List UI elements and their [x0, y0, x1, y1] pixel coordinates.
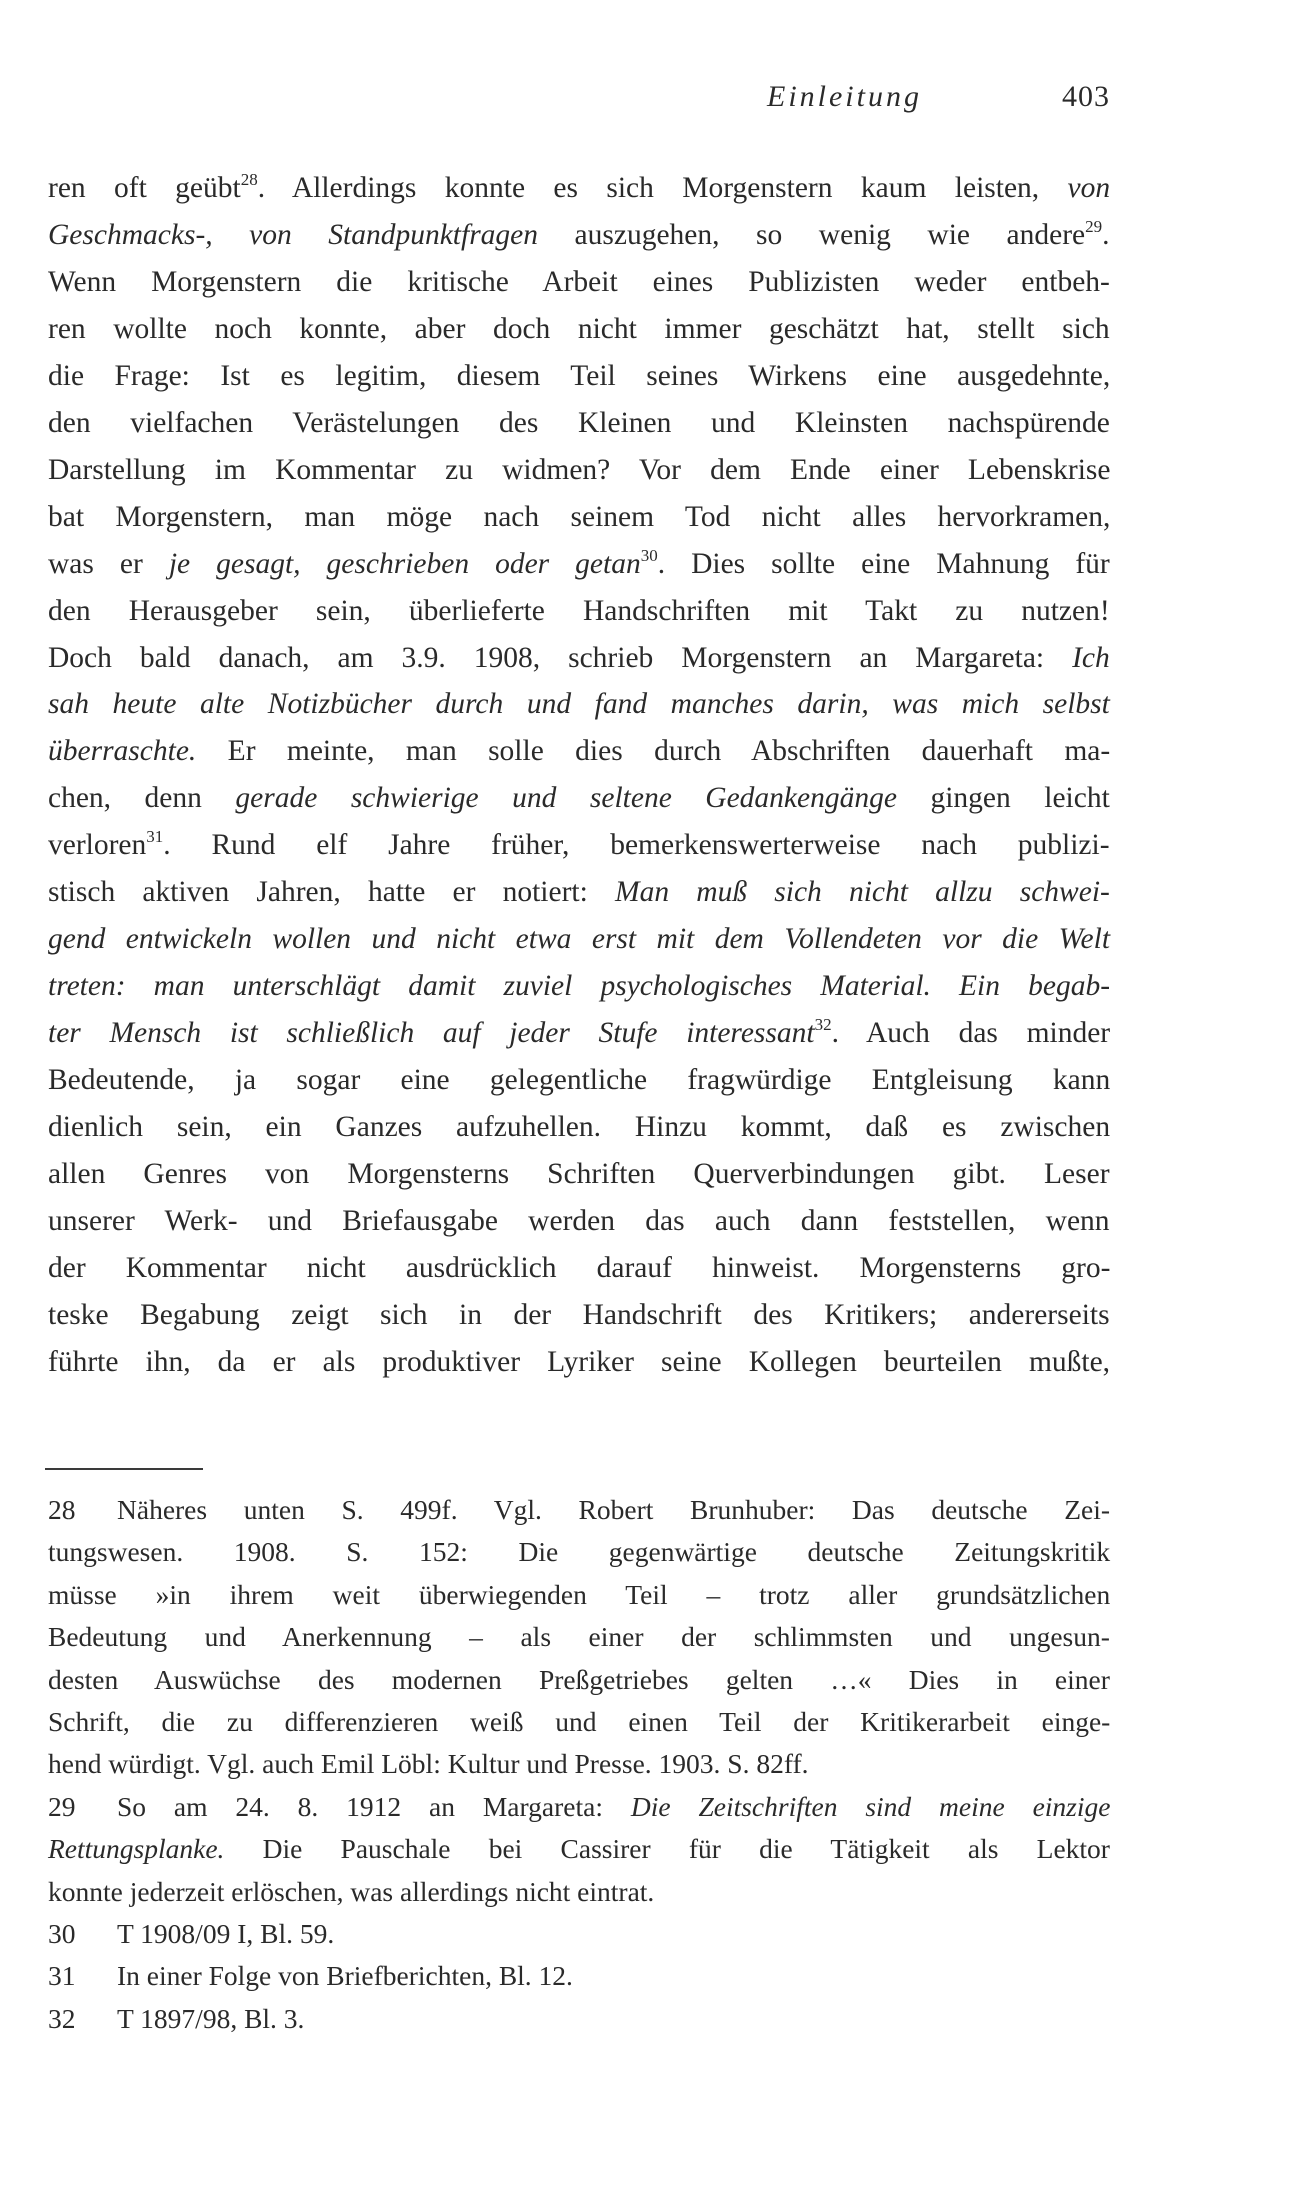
footnote-continuation-line	[48, 1664, 1110, 1696]
footnote-continuation-line	[48, 1621, 1110, 1653]
footnote-separator-rule	[45, 1468, 203, 1470]
italic-text: ter Mensch ist schließlich auf jeder Stufe interessant	[48, 1017, 815, 1050]
text-run: Bedeutende, ja sogar eine gelegentliche fragwürdige Entgleisung kann	[48, 1064, 1111, 1097]
italic-text: überraschte.	[48, 735, 197, 768]
footnote-text	[117, 1918, 334, 1949]
text-run: ren oft geübt	[48, 172, 241, 204]
italic-text: gerade schwierige und seltene Gedankengänge	[235, 782, 897, 815]
text-run: . Dies sollte eine Mahnung für	[657, 547, 1110, 580]
text-run: konnte jederzeit erlöschen, was allerdings nicht eintrat.	[48, 1875, 655, 1907]
body-line	[48, 1063, 1110, 1097]
body-line	[48, 1204, 1110, 1238]
body-line	[48, 594, 1110, 628]
text-run: hend würdigt. Vgl. auch Emil Löbl: Kultur und Presse. 1903. S. 82ff.	[48, 1748, 809, 1780]
body-line	[48, 828, 1110, 862]
body-line	[48, 922, 1110, 956]
footnote-number: 32	[48, 2002, 76, 2034]
text-run: gingen leicht	[896, 782, 1110, 815]
text-run: chen, denn	[48, 782, 236, 815]
body-line	[48, 1016, 1110, 1050]
running-head	[767, 78, 1110, 118]
italic-text: Die Zeitschriften sind meine einzige	[630, 1790, 1111, 1822]
footnote-text	[48, 1536, 1110, 1568]
text-run: Darstellung im Kommentar zu widmen? Vor dem Ende einer Lebenskrise	[48, 453, 1111, 486]
italic-text: treten: man unterschlägt damit zuviel psychologisches Material. Ein begab-	[48, 970, 1111, 1003]
italic-text: von	[1067, 172, 1111, 204]
text-run: . Allerdings konnte es sich Morgenstern kaum leisten,	[257, 172, 1068, 204]
footnote-28	[48, 1494, 1110, 1526]
footnote-reference: 28	[240, 170, 258, 189]
body-line	[48, 875, 1110, 909]
footnote-reference: 32	[814, 1015, 832, 1035]
body-line	[48, 171, 1110, 205]
text-run: stisch aktiven Jahren, hatte er notiert:	[48, 876, 615, 909]
footnote-number: 31	[48, 1960, 76, 1992]
footnote-number: 28	[48, 1494, 76, 1525]
text-run: der Kommentar nicht ausdrücklich darauf hinweist. Morgensterns gro-	[48, 1251, 1111, 1284]
italic-text: je gesagt, geschrieben oder getan	[168, 547, 641, 580]
footnote-30	[48, 1918, 334, 1950]
text-run: ren wollte noch konnte, aber doch nicht immer geschätzt hat, stellt sich	[48, 312, 1110, 345]
text-run: auszugehen, so wenig wie andere	[538, 218, 1086, 251]
text-run: bat Morgenstern, man möge nach seinem Tod nicht alles hervorkramen,	[48, 500, 1111, 533]
italic-text: Rettungsplanke.	[48, 1833, 225, 1865]
footnote-text	[48, 1833, 1110, 1865]
body-line	[48, 359, 1110, 393]
text-run: T 1897/98, Bl. 3.	[117, 2002, 305, 2034]
body-line	[48, 1110, 1110, 1144]
footnote-continuation-line	[48, 1706, 1110, 1738]
body-line	[48, 1298, 1110, 1332]
footnote-text	[48, 1579, 1110, 1611]
text-run: führte ihn, da er als produktiver Lyriker seine Kollegen beurteilen mußte,	[48, 1345, 1111, 1378]
text-run: . Auch das minder	[831, 1017, 1111, 1050]
text-run: Schrift, die zu differenzieren weiß und einen Teil der Kritikerarbeit einge-	[48, 1706, 1111, 1737]
italic-text: gend entwickeln wollen und nicht etwa erst mit dem Vollendeten vor die Welt	[48, 923, 1111, 956]
text-run: müsse »in ihrem weit überwiegenden Teil – trotz aller grundsätzlichen	[48, 1578, 1111, 1610]
text-run: den vielfachen Verästelungen des Kleinen und Kleinsten nachspürende	[48, 406, 1110, 439]
italic-text: Man muß sich nicht allzu schwei-	[615, 876, 1110, 909]
text-run: die Frage: Ist es legitim, diesem Teil seines Wirkens eine ausgedehnte,	[48, 359, 1111, 392]
italic-text: Ich	[1072, 641, 1110, 674]
body-line	[48, 1345, 1110, 1379]
footnote-continuation-line	[48, 1833, 1110, 1865]
footnote-continuation-line	[48, 1536, 1110, 1568]
body-line	[48, 734, 1110, 768]
footnote-continuation-line	[48, 1876, 654, 1908]
text-run: tungswesen. 1908. S. 152: Die gegenwärtige deutsche Zeitungskritik	[48, 1536, 1111, 1568]
text-run: allen Genres von Morgensterns Schriften Querverbindungen gibt. Leser	[48, 1157, 1110, 1190]
body-line	[48, 969, 1110, 1003]
text-run: Doch bald danach, am 3.9. 1908, schrieb Morgenstern an Margareta:	[48, 641, 1073, 674]
text-run: T 1908/09 I, Bl. 59.	[117, 1918, 335, 1949]
body-line	[48, 265, 1110, 299]
footnote-text	[117, 1791, 1110, 1823]
footnote-text	[48, 1664, 1110, 1696]
footnote-reference: 29	[1085, 216, 1103, 236]
text-run: dienlich sein, ein Ganzes aufzuhellen. Hinzu kommt, daß es zwischen	[48, 1111, 1111, 1143]
text-run: Näheres unten S. 499f. Vgl. Robert Brunhuber: Das deutsche Zei-	[117, 1494, 1111, 1525]
footnote-number: 29	[48, 1790, 76, 1822]
footnote-text	[117, 1960, 573, 1991]
body-line	[48, 1251, 1110, 1285]
text-run: Die Pauschale bei Cassirer für die Tätigkeit als Lektor	[224, 1833, 1110, 1865]
text-run: was er	[48, 547, 169, 580]
footnote-32	[48, 2003, 304, 2035]
text-run: desten Auswüchse des modernen Preßgetriebes gelten …« Dies in einer	[48, 1663, 1110, 1695]
body-line	[48, 453, 1110, 487]
text-run: .	[1102, 218, 1110, 251]
footnote-text	[48, 1876, 654, 1907]
footnote-29	[48, 1791, 1110, 1823]
footnote-31	[48, 1960, 573, 1992]
footnote-reference: 30	[640, 545, 658, 565]
text-run: In einer Folge von Briefberichten, Bl. 12.	[117, 1960, 573, 1992]
footnote-text	[48, 1748, 809, 1779]
footnote-number: 30	[48, 1918, 76, 1949]
body-line	[48, 547, 1110, 581]
text-run: So am 24. 8. 1912 an Margareta:	[117, 1790, 631, 1822]
body-line	[48, 406, 1110, 440]
body-line	[48, 781, 1110, 815]
footnote-text	[117, 1494, 1110, 1526]
italic-text: Geschmacks-, von Standpunktfragen	[48, 218, 539, 251]
text-run: den Herausgeber sein, überlieferte Handschriften mit Takt zu nutzen!	[48, 594, 1110, 627]
footnote-reference: 31	[146, 827, 164, 847]
footnote-text	[117, 2003, 304, 2034]
page-number: 403	[1062, 80, 1110, 113]
text-run: verloren	[48, 829, 147, 862]
footnote-text	[48, 1621, 1110, 1653]
text-run: teske Begabung zeigt sich in der Handschrift des Kritikers; andererseits	[48, 1298, 1110, 1331]
italic-text: sah heute alte Notizbücher durch und fand manches darin, was mich selbst	[48, 688, 1110, 721]
body-line	[48, 500, 1110, 534]
text-run: unserer Werk- und Briefausgabe werden das auch dann feststellen, wenn	[48, 1204, 1110, 1237]
body-line	[48, 218, 1110, 252]
body-line	[48, 1157, 1110, 1191]
body-line	[48, 641, 1110, 675]
footnote-continuation-line	[48, 1579, 1110, 1611]
footnote-continuation-line	[48, 1748, 809, 1780]
body-line	[48, 687, 1110, 721]
text-run: Wenn Morgenstern die kritische Arbeit eines Publizisten weder entbeh-	[48, 265, 1110, 298]
text-run: Er meinte, man solle dies durch Abschriften dauerhaft ma-	[196, 735, 1111, 768]
text-run: . Rund elf Jahre früher, bemerkenswerterweise nach publizi-	[163, 829, 1110, 862]
body-line	[48, 312, 1110, 346]
footnote-text	[48, 1706, 1110, 1738]
text-run: Bedeutung und Anerkennung – als einer der schlimmsten und ungesun-	[48, 1621, 1110, 1653]
running-head-title: Einleitung	[767, 80, 922, 113]
